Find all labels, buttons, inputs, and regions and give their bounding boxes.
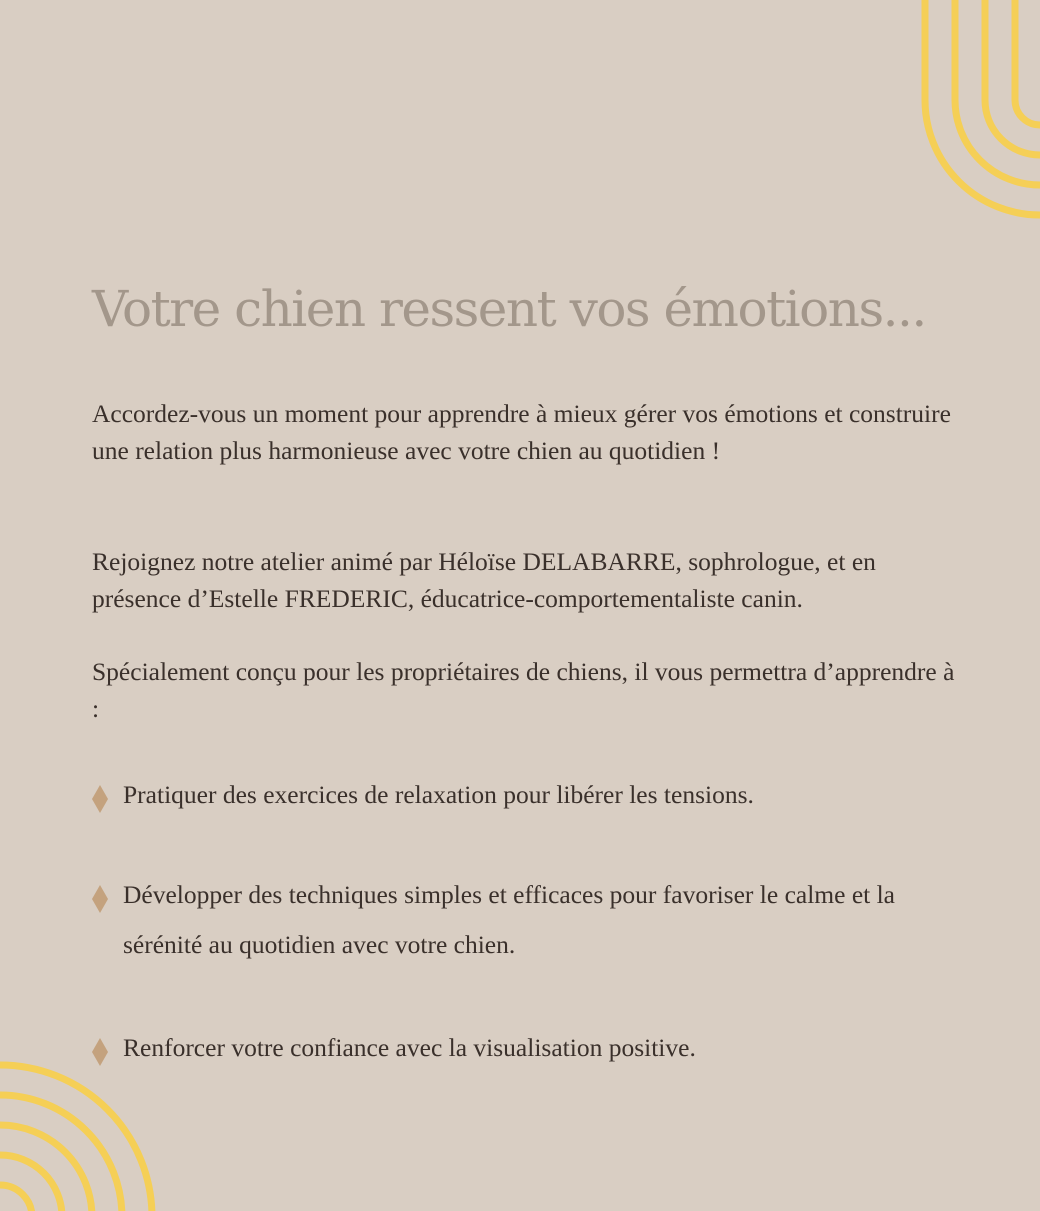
bullet-text: Renforcer votre confiance avec la visualisation positive. [123, 1033, 696, 1062]
bullet-text: Développer des techniques simples et efficaces pour favoriser le calme et la sérénité au quotidien avec votre chien. [123, 880, 895, 959]
bullet-item [92, 1034, 932, 1073]
diamond-icon [92, 785, 108, 813]
workshop-paragraph: Rejoignez notre atelier animé par Héloïse DELABARRE, sophrologue, et en présence d’Estelle FREDERIC, éducatrice-comportementaliste canin. [92, 547, 876, 613]
intro-paragraph: Accordez-vous un moment pour apprendre à mieux gérer vos émotions et construire une relation plus harmonieuse avec votre chien au quotidien ! [92, 399, 951, 465]
purpose-paragraph: Spécialement conçu pour les propriétaires de chiens, il vous permettra d’apprendre à : [92, 657, 955, 723]
bullet-item [92, 881, 932, 970]
page-title: Votre chien ressent vos émotions... [92, 280, 926, 338]
bullet-text: Pratiquer des exercices de relaxation pour libérer les tensions. [123, 780, 754, 809]
diamond-icon [92, 1038, 108, 1066]
bullet-item [92, 781, 932, 820]
concentric-arcs-top-right-decoration [840, 0, 1040, 230]
diamond-icon [92, 885, 108, 913]
concentric-arcs-bottom-left-decoration [0, 1061, 170, 1211]
